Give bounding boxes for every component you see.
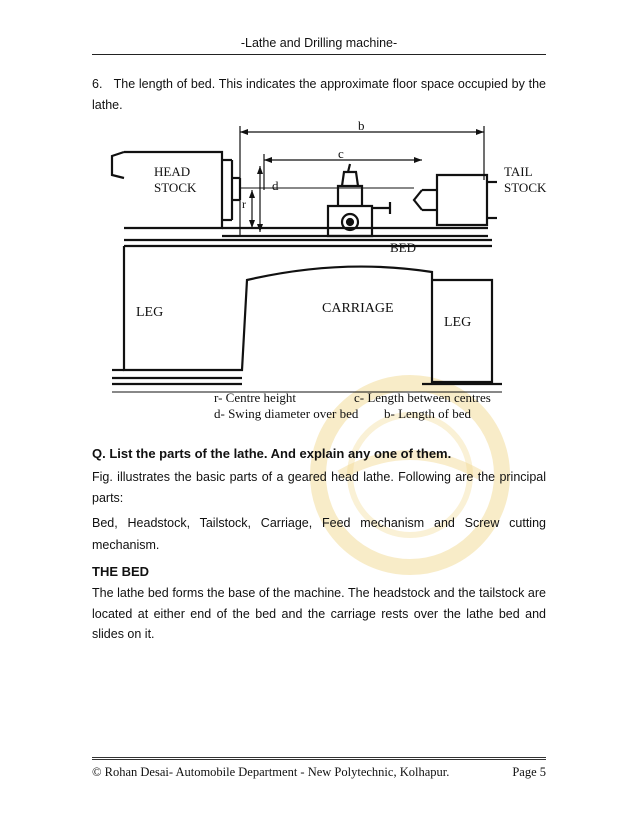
question-intro: Fig. illustrates the basic parts of a geared head lathe. Following are the principal parts: [92,470,546,505]
label-r: r [242,197,246,211]
lathe-diagram [92,120,548,430]
page-header-title: -Lathe and Drilling machine- [240,36,398,50]
header-divider [92,54,546,55]
footer-credit: © Rohan Desai- Automobile Department - New Polytechnic, Kolhapur. [92,765,450,779]
label-leg-right: LEG [444,315,472,330]
label-carriage: CARRIAGE [322,301,394,316]
page-number: Page 5 [512,765,546,779]
label-b: b [358,120,365,133]
footer-divider [92,757,546,760]
right-leg-shape [432,280,492,382]
label-headstock: STOCK [154,180,197,195]
label-bed: BED [390,240,416,255]
label-c: c [338,146,344,161]
legend-c: c- Length between centres [354,390,491,405]
legend-r: r- Centre height [214,390,297,405]
lathe-diagram-svg [92,120,548,430]
bed-section-text: The lathe bed forms the base of the machine. The headstock and the tailstock are located at either end of the bed and the carriage rests over the lathe bed and slides on it. [92,586,546,641]
label-head: HEAD [154,164,191,179]
parts-list-end: mechanism. [92,538,160,552]
bed-section-heading: THE BED [92,564,150,579]
question-heading: Q. List the parts of the lathe. And explain any one of them. [92,446,452,461]
tailstock-shape [437,175,487,225]
legend-d: d- Swing diameter over bed [214,406,359,421]
label-d: d [272,178,279,193]
item-6-paragraph: 6. The length of bed. This indicates the approximate floor space occupied by the lathe. [92,77,546,112]
parts-list-line: Bed, Headstock, Tailstock, Carriage, Feed mechanism and Screw cutting [92,516,546,530]
legend-b: b- Length of bed [384,406,472,421]
label-tail: TAIL [504,164,533,179]
label-tailstock: STOCK [504,180,547,195]
label-leg-left: LEG [136,305,164,320]
